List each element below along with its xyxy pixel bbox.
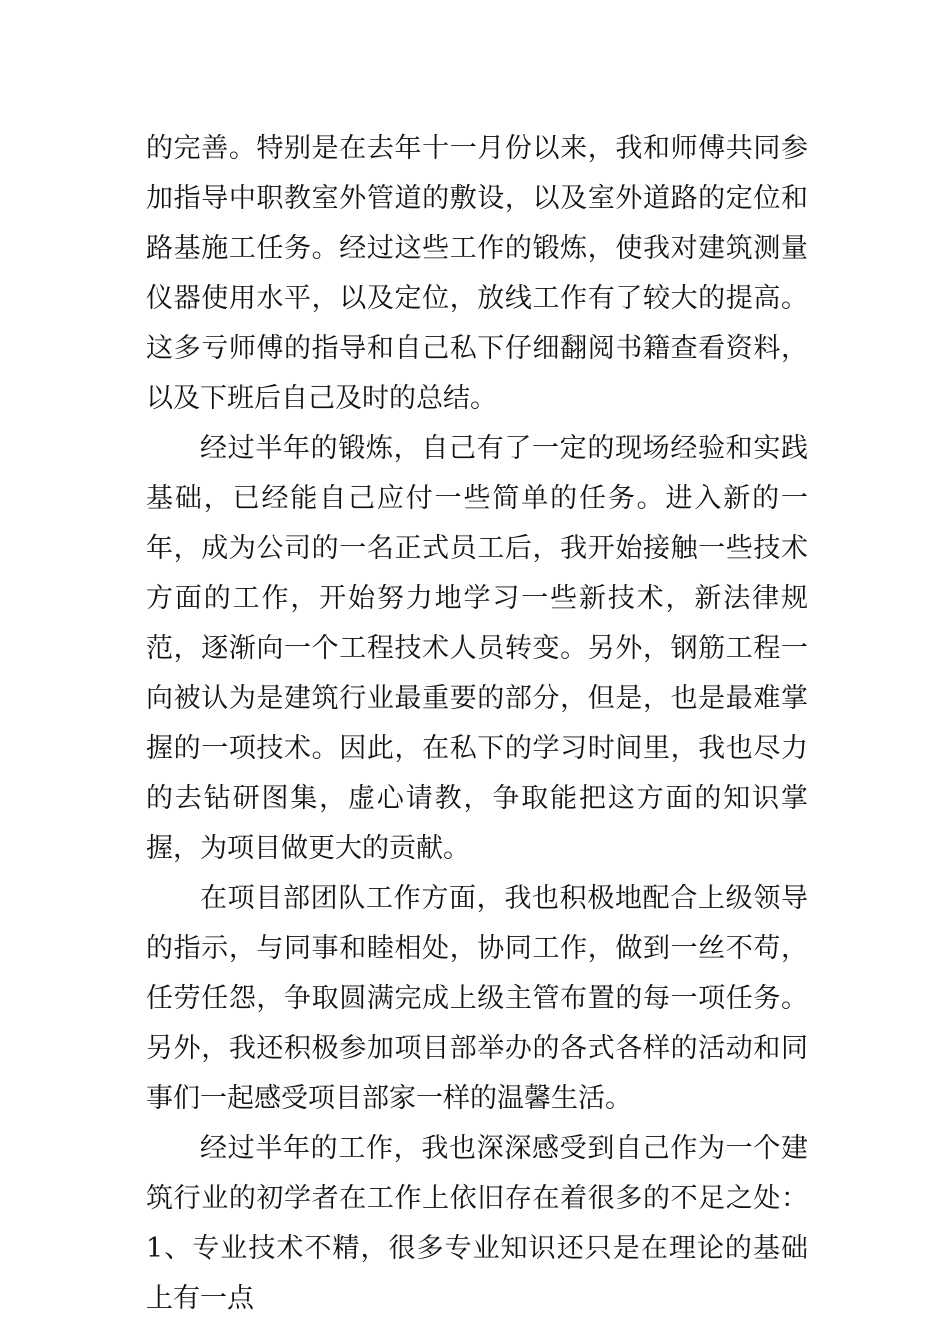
paragraph-experience: 经过半年的锻炼，自己有了一定的现场经验和实践基础，已经能自己应付一些简单的任务。进入新的一年，成为公司的一名正式员工后，我开始接触一些技术方面的工作，开始努力地学习一些新技术，新法律规范，逐渐向一个工程技术人员转变。另外，钢筋工程一向被认为是建筑行业最重要的部分，但是，也是最难掌握的一项技术。因此，在私下的学习时间里，我也尽力的去钻研图集，虚心请教，争取能把这方面的知识掌握，为项目做更大的贡献。	[146, 433, 808, 864]
paragraph-continuation: 的完善。特别是在去年十一月份以来，我和师傅共同参加指导中职教室外管道的敷设，以及室外道路的定位和路基施工任务。经过这些工作的锻炼，使我对建筑测量仪器使用水平，以及定位，放线工作有了较大的提高。这多亏师傅的指导和自己私下仔细翻阅书籍查看资料，以及下班后自己及时的总结。	[146, 133, 808, 414]
document-body	[146, 124, 808, 1324]
paragraph-shortcomings: 经过半年的工作，我也深深感受到自己作为一个建筑行业的初学者在工作上依旧存在着很多的不足之处：1、专业技术不精，很多专业知识还只是在理论的基础上有一点	[146, 1133, 808, 1314]
paragraph-teamwork: 在项目部团队工作方面，我也积极地配合上级领导的指示，与同事和睦相处，协同工作，做到一丝不苟，任劳任怨，争取圆满完成上级主管布置的每一项任务。另外，我还积极参加项目部举办的各式各样的活动和同事们一起感受项目部家一样的温馨生活。	[146, 883, 808, 1114]
